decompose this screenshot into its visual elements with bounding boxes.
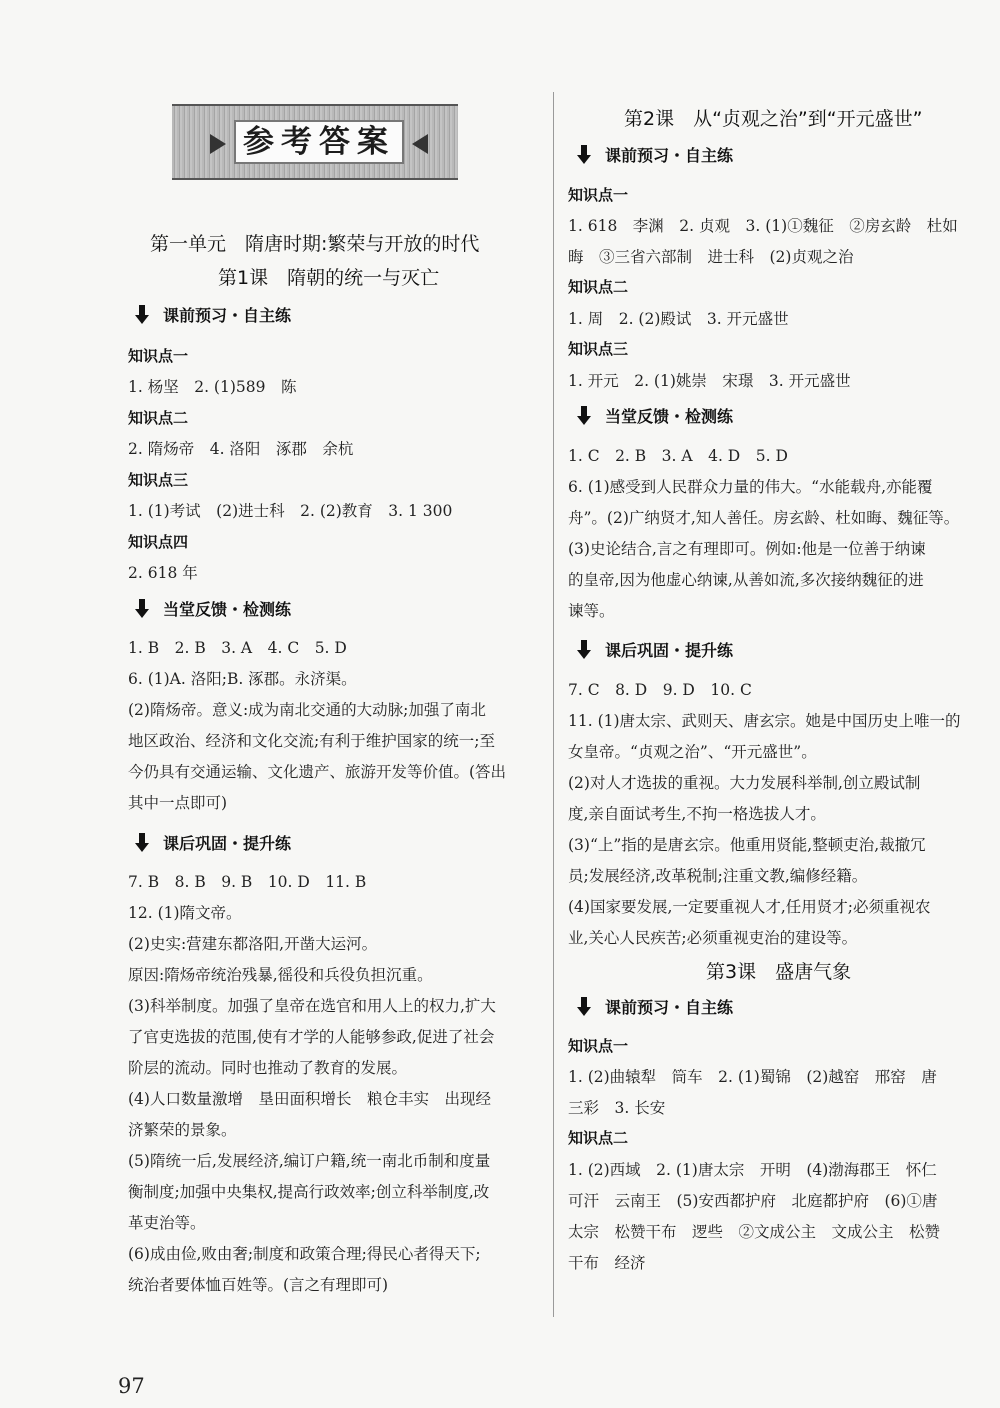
answer-line: 可汗 云南王 (5)安西都护府 北庭都护府 (6)①唐 <box>568 1192 938 1210</box>
answer-line: 1. (1)考试 (2)进士科 2. (2)教育 3. 1 300 <box>128 502 453 520</box>
answer-line: 1. (2)曲辕犁 筒车 2. (1)蜀锦 (2)越窑 邢窑 唐 <box>568 1068 937 1086</box>
answer-line: (3)科举制度。加强了皇帝在选官和用人上的权力,扩大 <box>128 997 496 1015</box>
answer-line: 1. C 2. B 3. A 4. D 5. D <box>568 447 788 465</box>
answer-line: 1. (2)西域 2. (1)唐太宗 开明 (4)渤海郡王 怀仁 <box>568 1161 937 1179</box>
answer-line: (6)成由俭,败由奢;制度和政策合理;得民心者得天下; <box>128 1245 481 1263</box>
answer-line: (2)隋炀帝。意义:成为南北交通的大动脉;加强了南北 <box>128 701 486 719</box>
answer-line: 其中一点即可) <box>128 794 228 812</box>
answer-line: (5)隋统一后,发展经济,编订户籍,统一南北币制和度量 <box>128 1152 491 1170</box>
knowledge-point-heading: 知识点三 <box>568 340 629 358</box>
triangle-right-icon <box>210 134 226 154</box>
lesson-title: 第3课 盛唐气象 <box>706 961 852 983</box>
answer-line: 谏等。 <box>568 602 615 620</box>
unit-title: 第一单元 隋唐时期:繁荣与开放的时代 <box>150 233 480 255</box>
answer-line: 衡制度;加强中央集权,提高行政效率;创立科举制度,改 <box>128 1183 490 1201</box>
answer-line: 了官吏选拔的范围,使有才学的人能够参政,促进了社会 <box>128 1028 495 1046</box>
section-header-review: 课后巩固・提升练 <box>135 831 291 853</box>
answer-line: 11. (1)唐太宗、武则天、唐玄宗。她是中国历史上唯一的 <box>568 712 961 730</box>
knowledge-point-heading: 知识点四 <box>128 533 189 551</box>
answer-line: 舟”。(2)广纳贤才,知人善任。房玄龄、杜如晦、魏征等。 <box>568 509 960 527</box>
answer-line: 6. (1)A. 洛阳;B. 涿郡。永济渠。 <box>128 670 357 688</box>
down-arrow-icon <box>135 599 149 619</box>
column-divider <box>553 92 554 1317</box>
answer-line: 1. 开元 2. (1)姚崇 宋璟 3. 开元盛世 <box>568 372 851 390</box>
down-arrow-icon <box>577 406 591 426</box>
answer-line: (3)史论结合,言之有理即可。例如:他是一位善于纳谏 <box>568 540 926 558</box>
lesson-title: 第1课 隋朝的统一与灭亡 <box>218 267 440 289</box>
answer-line: 2. 618 年 <box>128 564 198 582</box>
answer-line: 统治者要体恤百姓等。(言之有理即可) <box>128 1276 389 1294</box>
answer-line: 革吏治等。 <box>128 1214 206 1232</box>
knowledge-point-heading: 知识点二 <box>568 278 629 296</box>
answer-line: (3)“上”指的是唐玄宗。他重用贤能,整顿吏治,裁撤冗 <box>568 836 926 854</box>
down-arrow-icon <box>577 997 591 1017</box>
answer-line: 地区政治、经济和文化交流;有利于维护国家的统一;至 <box>128 732 495 750</box>
down-arrow-icon <box>135 833 149 853</box>
down-arrow-icon <box>135 305 149 325</box>
banner-title: 参考答案 <box>234 120 404 164</box>
knowledge-point-heading: 知识点一 <box>568 1037 629 1055</box>
answer-line: 1. 618 李渊 2. 贞观 3. (1)①魏征 ②房玄龄 杜如 <box>568 217 958 235</box>
knowledge-point-heading: 知识点三 <box>128 471 189 489</box>
answer-line: 原因:隋炀帝统治残暴,徭役和兵役负担沉重。 <box>128 966 433 984</box>
answer-line: 的皇帝,因为他虚心纳谏,从善如流,多次接纳魏征的进 <box>568 571 924 589</box>
section-header-preview: 课前预习・自主练 <box>577 995 733 1017</box>
answer-line: 女皇帝。“贞观之治”、“开元盛世”。 <box>568 743 817 761</box>
answer-line: 度,亲自面试考生,不拘一格选拔人才。 <box>568 805 826 823</box>
triangle-left-icon <box>412 134 428 154</box>
answer-line: (2)史实:营建东都洛阳,开凿大运河。 <box>128 935 378 953</box>
answer-line: (4)国家要发展,一定要重视人才,任用贤才;必须重视农 <box>568 898 931 916</box>
answer-line: 1. 周 2. (2)殿试 3. 开元盛世 <box>568 310 789 328</box>
down-arrow-icon <box>577 640 591 660</box>
answer-line: 今仍具有交通运输、文化遗产、旅游开发等价值。(答出 <box>128 763 507 781</box>
section-header-feedback: 当堂反馈・检测练 <box>135 597 291 619</box>
answer-line: 济繁荣的景象。 <box>128 1121 237 1139</box>
answer-line: 1. 杨坚 2. (1)589 陈 <box>128 378 297 396</box>
page-number: 97 <box>118 1374 145 1398</box>
answer-line: 7. C 8. D 9. D 10. C <box>568 681 752 699</box>
section-header-preview: 课前预习・自主练 <box>135 303 291 325</box>
answer-line: 12. (1)隋文帝。 <box>128 904 242 922</box>
answer-line: 7. B 8. B 9. B 10. D 11. B <box>128 873 367 891</box>
answer-line: 2. 隋炀帝 4. 洛阳 涿郡 余杭 <box>128 440 354 458</box>
knowledge-point-heading: 知识点二 <box>568 1129 629 1147</box>
down-arrow-icon <box>577 145 591 165</box>
answer-line: 阶层的流动。同时也推动了教育的发展。 <box>128 1059 408 1077</box>
answer-line: 6. (1)感受到人民群众力量的伟大。“水能载舟,亦能覆 <box>568 478 933 496</box>
answer-line: 太宗 松赞干布 逻些 ②文成公主 文成公主 松赞 <box>568 1223 941 1241</box>
answer-line: 员;发展经济,改革税制;注重文教,编修经籍。 <box>568 867 868 885</box>
answer-line: 1. B 2. B 3. A 4. C 5. D <box>128 639 347 657</box>
answer-line: 干布 经济 <box>568 1254 646 1272</box>
knowledge-point-heading: 知识点一 <box>128 347 189 365</box>
knowledge-point-heading: 知识点二 <box>128 409 189 427</box>
answer-line: 三彩 3. 长安 <box>568 1099 666 1117</box>
lesson-title: 第2课 从“贞观之治”到“开元盛世” <box>624 108 923 130</box>
answer-banner <box>172 104 458 180</box>
answer-line: 业,关心人民疾苦;必须重视吏治的建设等。 <box>568 929 858 947</box>
knowledge-point-heading: 知识点一 <box>568 186 629 204</box>
section-header-preview: 课前预习・自主练 <box>577 143 733 165</box>
section-header-feedback: 当堂反馈・检测练 <box>577 404 733 426</box>
answer-line: (2)对人才选拔的重视。大力发展科举制,创立殿试制 <box>568 774 921 792</box>
answer-line: (4)人口数量激增 垦田面积增长 粮仓丰实 出现经 <box>128 1090 491 1108</box>
answer-line: 晦 ③三省六部制 进士科 (2)贞观之治 <box>568 248 854 266</box>
section-header-review: 课后巩固・提升练 <box>577 638 733 660</box>
